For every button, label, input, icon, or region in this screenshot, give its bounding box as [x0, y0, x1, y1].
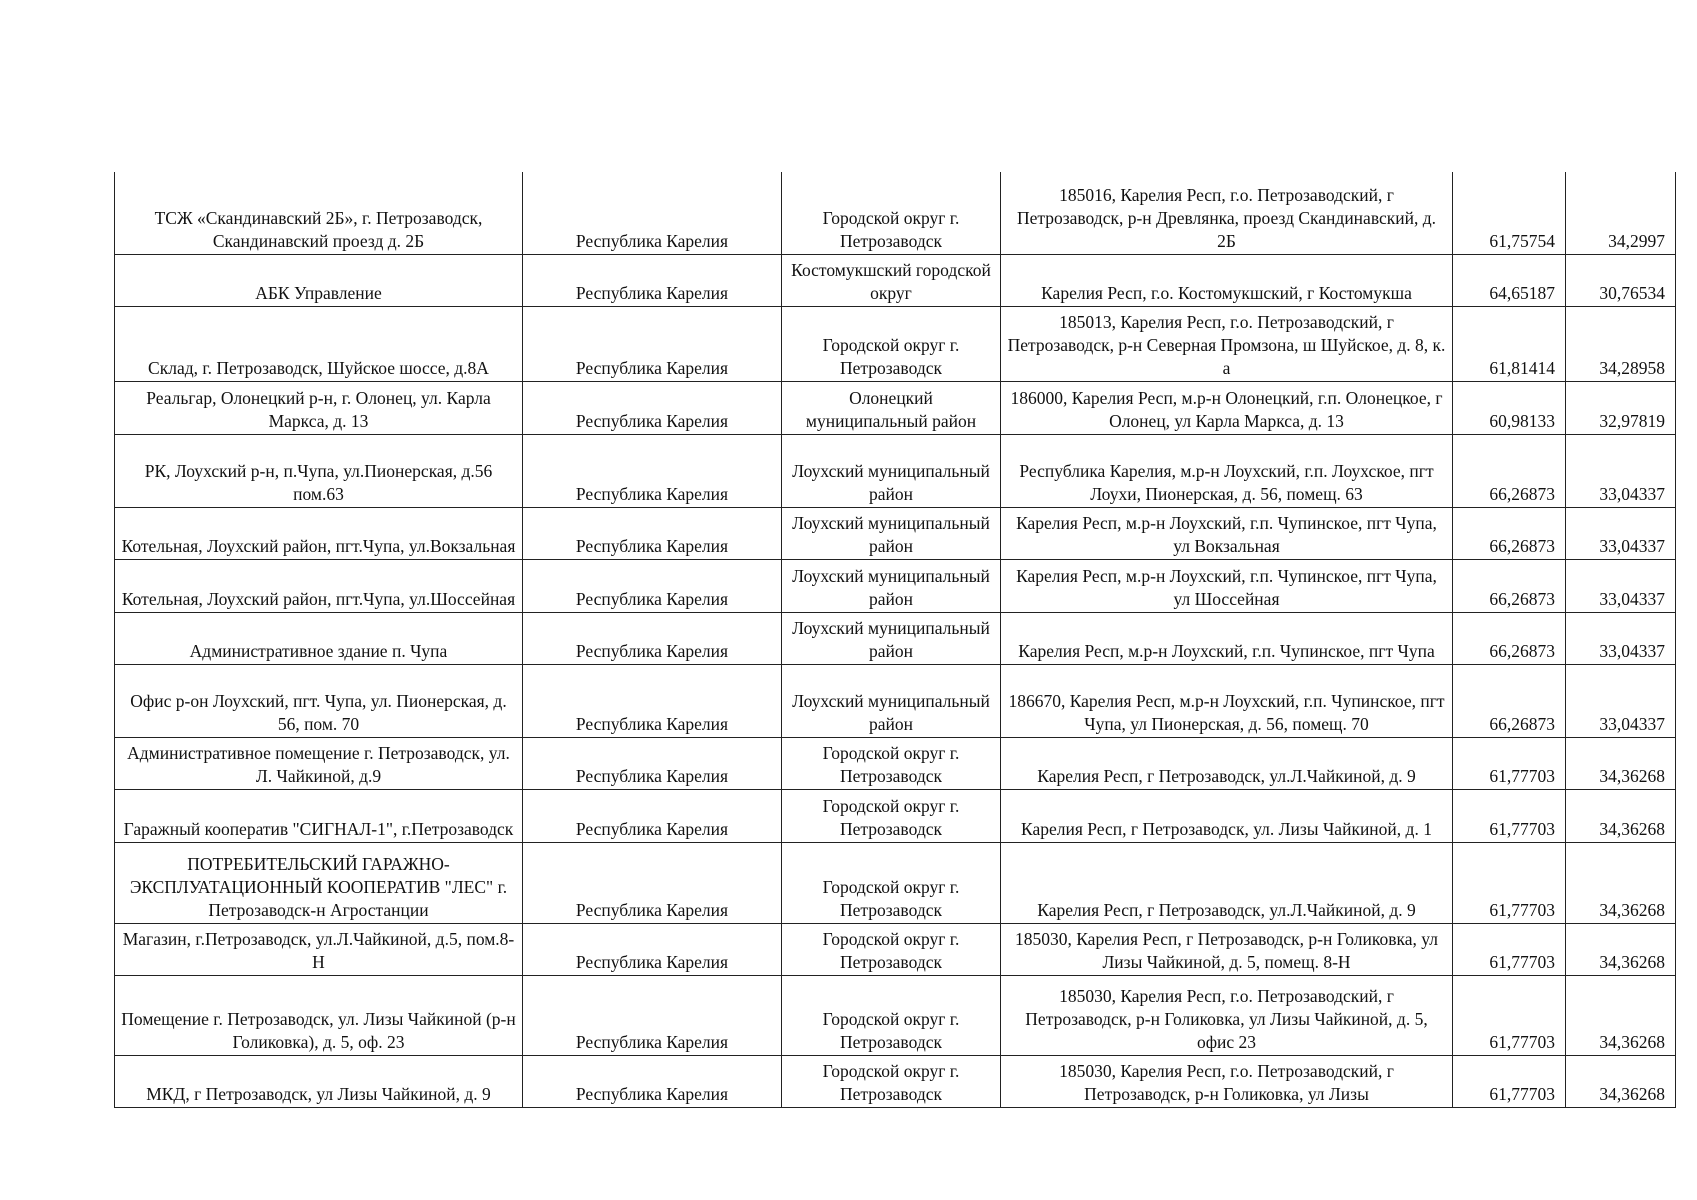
latitude-cell: 60,98133 — [1453, 381, 1566, 434]
object-name-cell: РК, Лоухский р-н, п.Чупа, ул.Пионерская, д.56 пом.63 — [115, 434, 523, 507]
address-cell: Карелия Респ, м.р-н Лоухский, г.п. Чупинское, пгт Чупа — [1001, 612, 1453, 664]
municipality-cell: Олонецкий муниципальный район — [782, 381, 1001, 434]
object-name-cell: ПОТРЕБИТЕЛЬСКИЙ ГАРАЖНО-ЭКСПЛУАТАЦИОННЫЙ КООПЕРАТИВ "ЛЕС" г. Петрозаводск-н Агростанции — [115, 842, 523, 923]
municipality-cell: Городской округ г. Петрозаводск — [782, 306, 1001, 381]
region-cell: Республика Карелия — [523, 172, 782, 254]
municipality-cell: Костомукшский городской округ — [782, 254, 1001, 306]
object-name-cell: Офис р-он Лоухский, пгт. Чупа, ул. Пионерская, д. 56, пом. 70 — [115, 664, 523, 737]
table-row — [115, 306, 1676, 381]
municipality-cell: Лоухский муниципальный район — [782, 664, 1001, 737]
region-cell: Республика Карелия — [523, 842, 782, 923]
longitude-cell: 33,04337 — [1566, 612, 1676, 664]
longitude-cell: 34,28958 — [1566, 306, 1676, 381]
longitude-cell: 33,04337 — [1566, 559, 1676, 612]
municipality-cell: Лоухский муниципальный район — [782, 507, 1001, 559]
region-cell: Республика Карелия — [523, 975, 782, 1055]
latitude-cell: 61,77703 — [1453, 923, 1566, 975]
table-row — [115, 975, 1676, 1055]
table-row — [115, 737, 1676, 789]
region-cell: Республика Карелия — [523, 612, 782, 664]
latitude-cell: 66,26873 — [1453, 559, 1566, 612]
latitude-cell: 61,77703 — [1453, 789, 1566, 842]
table-row — [115, 172, 1676, 254]
address-cell: Карелия Респ, м.р-н Лоухский, г.п. Чупинское, пгт Чупа, ул Шоссейная — [1001, 559, 1453, 612]
table-body — [115, 172, 1676, 1107]
longitude-cell: 33,04337 — [1566, 664, 1676, 737]
municipality-cell: Городской округ г. Петрозаводск — [782, 923, 1001, 975]
table-row — [115, 789, 1676, 842]
table-row — [115, 381, 1676, 434]
longitude-cell: 34,36268 — [1566, 1055, 1676, 1107]
latitude-cell: 61,77703 — [1453, 737, 1566, 789]
address-cell: 186670, Карелия Респ, м.р-н Лоухский, г.п. Чупинское, пгт Чупа, ул Пионерская, д. 56, помещ. 70 — [1001, 664, 1453, 737]
object-name-cell: Гаражный кооператив "СИГНАЛ-1", г.Петрозаводск — [115, 789, 523, 842]
address-cell: 185013, Карелия Респ, г.о. Петрозаводский, г Петрозаводск, р-н Северная Промзона, ш Шуйское, д. 8, к. а — [1001, 306, 1453, 381]
address-cell: Карелия Респ, г Петрозаводск, ул.Л.Чайкиной, д. 9 — [1001, 737, 1453, 789]
latitude-cell: 66,26873 — [1453, 664, 1566, 737]
latitude-cell: 66,26873 — [1453, 507, 1566, 559]
longitude-cell: 33,04337 — [1566, 507, 1676, 559]
address-cell: Карелия Респ, г.о. Костомукшский, г Костомукша — [1001, 254, 1453, 306]
object-name-cell: Магазин, г.Петрозаводск, ул.Л.Чайкиной, д.5, пом.8-Н — [115, 923, 523, 975]
municipality-cell: Городской округ г. Петрозаводск — [782, 1055, 1001, 1107]
address-cell: 185030, Карелия Респ, г Петрозаводск, р-н Голиковка, ул Лизы Чайкиной, д. 5, помещ. 8-Н — [1001, 923, 1453, 975]
object-name-cell: МКД, г Петрозаводск, ул Лизы Чайкиной, д. 9 — [115, 1055, 523, 1107]
region-cell: Республика Карелия — [523, 1055, 782, 1107]
region-cell: Республика Карелия — [523, 434, 782, 507]
longitude-cell: 33,04337 — [1566, 434, 1676, 507]
address-cell: 185030, Карелия Респ, г.о. Петрозаводский, г Петрозаводск, р-н Голиковка, ул Лизы Чайкиной, д. 5, офис 23 — [1001, 975, 1453, 1055]
table-row — [115, 1055, 1676, 1107]
region-cell: Республика Карелия — [523, 664, 782, 737]
address-cell: 185030, Карелия Респ, г.о. Петрозаводский, г Петрозаводск, р-н Голиковка, ул Лизы — [1001, 1055, 1453, 1107]
object-name-cell: АБК Управление — [115, 254, 523, 306]
region-cell: Республика Карелия — [523, 789, 782, 842]
region-cell: Республика Карелия — [523, 306, 782, 381]
longitude-cell: 32,97819 — [1566, 381, 1676, 434]
table-row — [115, 664, 1676, 737]
latitude-cell: 64,65187 — [1453, 254, 1566, 306]
municipality-cell: Лоухский муниципальный район — [782, 434, 1001, 507]
table-row — [115, 559, 1676, 612]
address-cell: Республика Карелия, м.р-н Лоухский, г.п. Лоухское, пгт Лоухи, Пионерская, д. 56, помещ. 63 — [1001, 434, 1453, 507]
region-cell: Республика Карелия — [523, 559, 782, 612]
table-row — [115, 612, 1676, 664]
address-cell: Карелия Респ, г Петрозаводск, ул.Л.Чайкиной, д. 9 — [1001, 842, 1453, 923]
latitude-cell: 61,77703 — [1453, 1055, 1566, 1107]
object-name-cell: Котельная, Лоухский район, пгт.Чупа, ул.Вокзальная — [115, 507, 523, 559]
object-name-cell: Склад, г. Петрозаводск, Шуйское шоссе, д.8А — [115, 306, 523, 381]
address-cell: 185016, Карелия Респ, г.о. Петрозаводский, г Петрозаводск, р-н Древлянка, проезд Скандинавский, д. 2Б — [1001, 172, 1453, 254]
table-row — [115, 923, 1676, 975]
table-row — [115, 507, 1676, 559]
region-cell: Республика Карелия — [523, 923, 782, 975]
table-row — [115, 434, 1676, 507]
longitude-cell: 34,36268 — [1566, 737, 1676, 789]
object-name-cell: Реальгар, Олонецкий р-н, г. Олонец, ул. Карла Маркса, д. 13 — [115, 381, 523, 434]
longitude-cell: 34,36268 — [1566, 842, 1676, 923]
region-cell: Республика Карелия — [523, 507, 782, 559]
latitude-cell: 61,75754 — [1453, 172, 1566, 254]
object-name-cell: Административное помещение г. Петрозаводск, ул. Л. Чайкиной, д.9 — [115, 737, 523, 789]
address-cell: Карелия Респ, м.р-н Лоухский, г.п. Чупинское, пгт Чупа, ул Вокзальная — [1001, 507, 1453, 559]
table-row — [115, 842, 1676, 923]
longitude-cell: 34,36268 — [1566, 923, 1676, 975]
longitude-cell: 34,2997 — [1566, 172, 1676, 254]
object-name-cell: Помещение г. Петрозаводск, ул. Лизы Чайкиной (р-н Голиковка), д. 5, оф. 23 — [115, 975, 523, 1055]
address-cell: 186000, Карелия Респ, м.р-н Олонецкий, г.п. Олонецкое, г Олонец, ул Карла Маркса, д. 13 — [1001, 381, 1453, 434]
latitude-cell: 61,81414 — [1453, 306, 1566, 381]
region-cell: Республика Карелия — [523, 254, 782, 306]
longitude-cell: 34,36268 — [1566, 789, 1676, 842]
longitude-cell: 34,36268 — [1566, 975, 1676, 1055]
municipality-cell: Городской округ г. Петрозаводск — [782, 737, 1001, 789]
municipality-cell: Лоухский муниципальный район — [782, 559, 1001, 612]
objects-table — [114, 172, 1676, 1108]
latitude-cell: 61,77703 — [1453, 975, 1566, 1055]
municipality-cell: Городской округ г. Петрозаводск — [782, 789, 1001, 842]
object-name-cell: ТСЖ «Скандинавский 2Б», г. Петрозаводск, Скандинавский проезд д. 2Б — [115, 172, 523, 254]
address-cell: Карелия Респ, г Петрозаводск, ул. Лизы Чайкиной, д. 1 — [1001, 789, 1453, 842]
latitude-cell: 61,77703 — [1453, 842, 1566, 923]
region-cell: Республика Карелия — [523, 737, 782, 789]
municipality-cell: Лоухский муниципальный район — [782, 612, 1001, 664]
latitude-cell: 66,26873 — [1453, 434, 1566, 507]
region-cell: Республика Карелия — [523, 381, 782, 434]
longitude-cell: 30,76534 — [1566, 254, 1676, 306]
municipality-cell: Городской округ г. Петрозаводск — [782, 172, 1001, 254]
municipality-cell: Городской округ г. Петрозаводск — [782, 975, 1001, 1055]
object-name-cell: Административное здание п. Чупа — [115, 612, 523, 664]
latitude-cell: 66,26873 — [1453, 612, 1566, 664]
object-name-cell: Котельная, Лоухский район, пгт.Чупа, ул.Шоссейная — [115, 559, 523, 612]
municipality-cell: Городской округ г. Петрозаводск — [782, 842, 1001, 923]
table-row — [115, 254, 1676, 306]
